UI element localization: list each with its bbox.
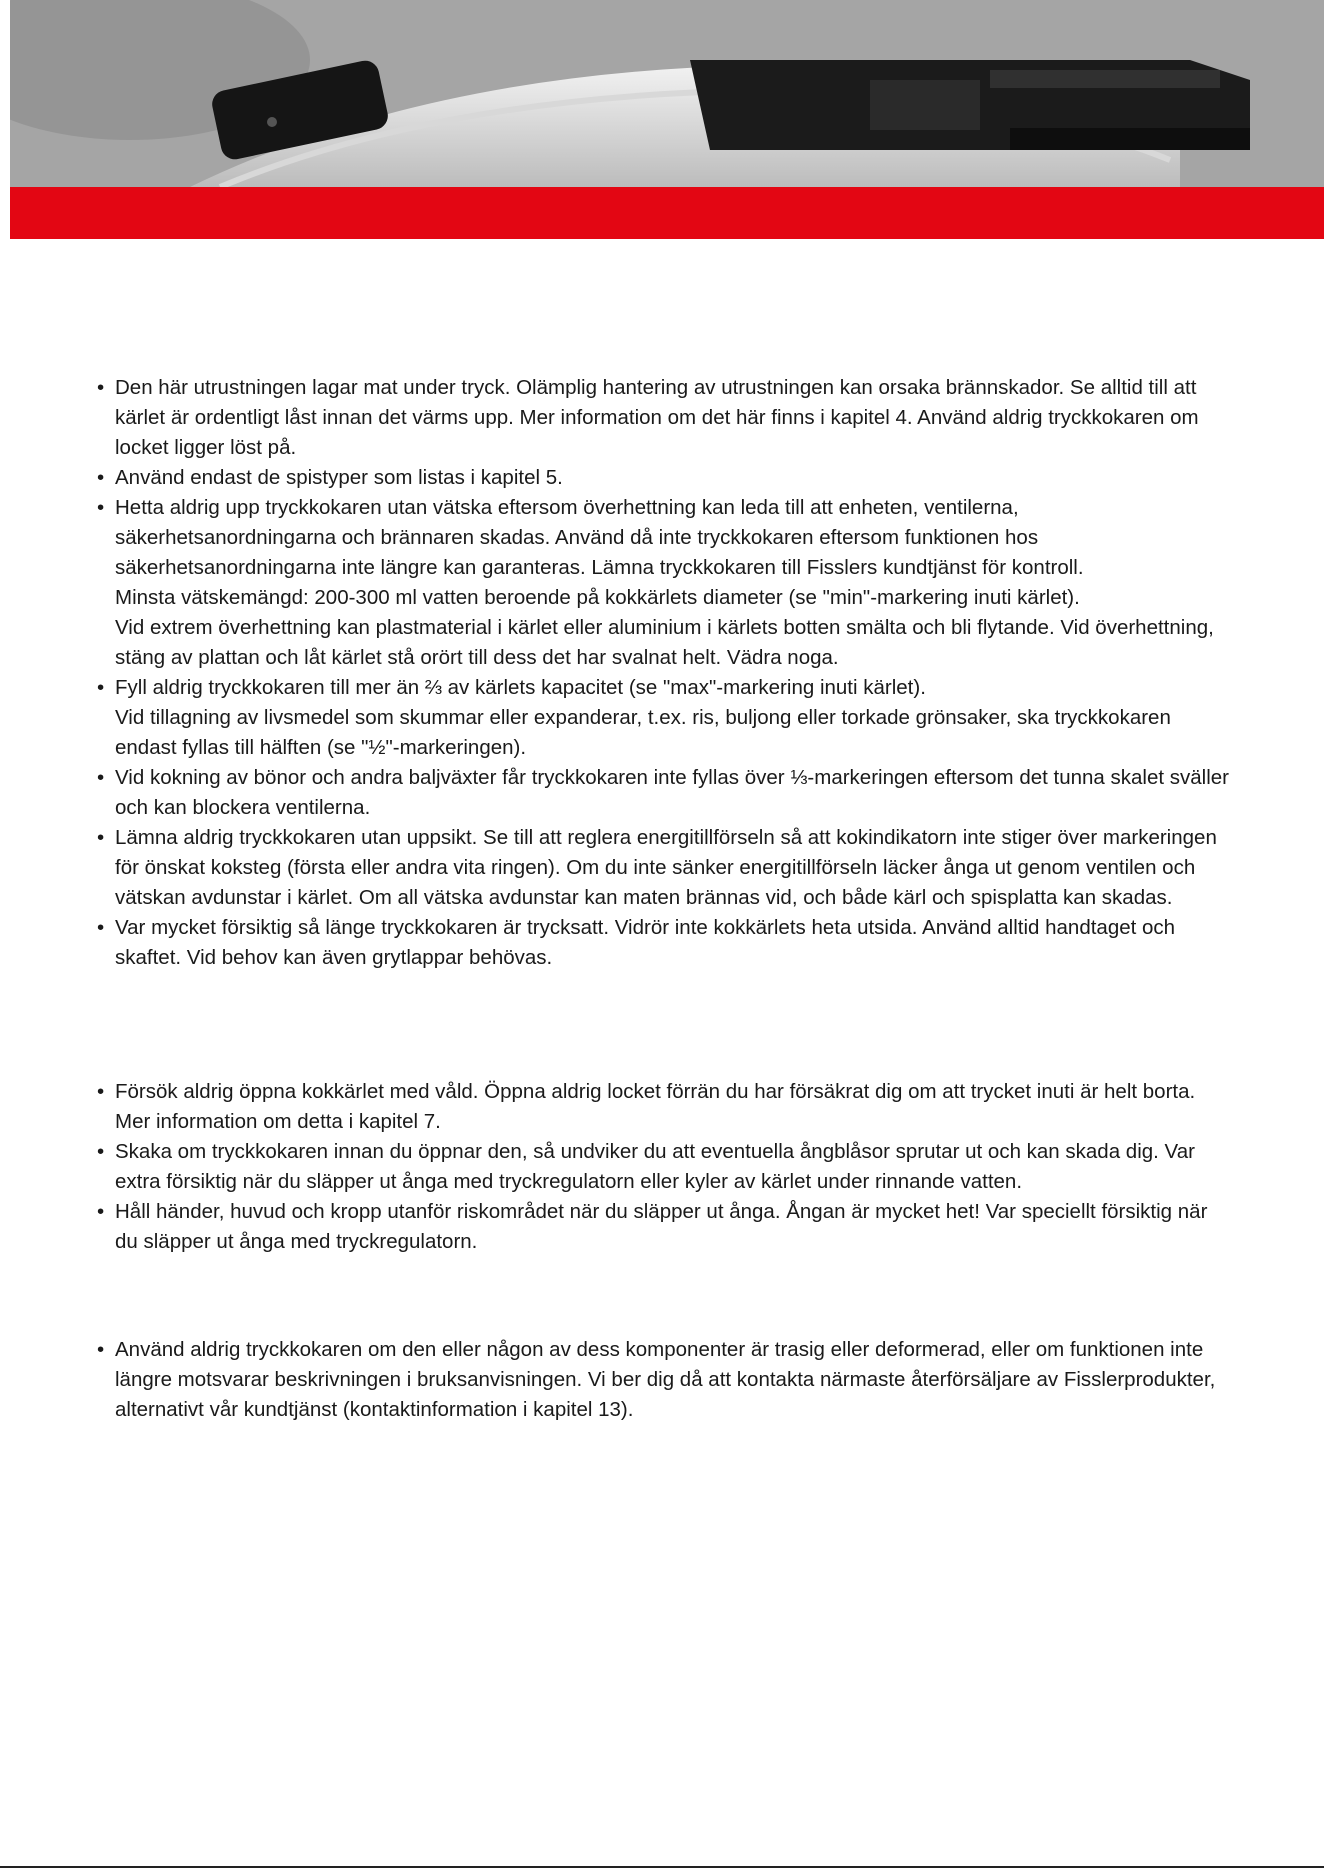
- paragraph: • Fyll aldrig tryckkokaren till mer än ⅔ av kärlets kapacitet (se "max"-markering inuti kärlet).: [115, 676, 926, 699]
- paragraph: • Håll händer, huvud och kropp utanför riskområdet när du släpper ut ånga. Ångan är mycket het! Var speciellt försiktig när du släpper ut ånga med tryckregulatorn.: [115, 1200, 1208, 1253]
- list-item: [95, 463, 1235, 493]
- list-item: [95, 673, 1235, 763]
- paragraph: Vid tillagning av livsmedel som skummar eller expanderar, t.ex. ris, buljong eller torkade grönsaker, ska tryckkokaren endast fyllas till hälften (se "½"-markeringen).: [115, 706, 1171, 759]
- list-item: [95, 1197, 1235, 1257]
- paragraph: • Vid kokning av bönor och andra baljväxter får tryckkokaren inte fyllas över ⅓-markeringen eftersom det tunna skalet sväller och kan blockera ventilerna.: [115, 766, 1230, 819]
- paragraph: • Försök aldrig öppna kokkärlet med våld. Öppna aldrig locket förrän du har försäkrat dig om att trycket inuti är helt borta. Mer information om detta i kapitel 7.: [115, 1080, 1196, 1133]
- paragraph: • Lämna aldrig tryckkokaren utan uppsikt. Se till att reglera energitillförseln så att kokindikatorn inte stiger över markeringen för önskat koksteg (första eller andra vita ringen). Om du inte sänker energitillförseln läcker ånga ut genom ventilen och vätskan avdunstar i kärlet. Om all vätska avdunstar kan maten brännas vid, och både kärl och spisplatta kan skadas.: [115, 826, 1217, 909]
- safety-section-cooking: [95, 373, 1235, 973]
- list-item: [95, 373, 1235, 463]
- paragraph: • Den här utrustningen lagar mat under tryck. Olämplig hantering av utrustningen kan orsaka brännskador. Se alltid till att kärlet är ordentligt låst innan det värms upp. Mer information om det här finns i kapitel 4. Använd aldrig tryckkokaren om locket ligger löst på.: [115, 376, 1199, 459]
- paragraph: • Hetta aldrig upp tryckkokaren utan vätska eftersom överhettning kan leda till att enheten, ventilerna, säkerhetsanordningarna och brännaren skadas. Använd då inte tryckkokaren eftersom funktionen hos säkerhetsanordningarna inte längre kan garanteras. Lämna tryckkokaren till Fisslers kundtjänst för kontroll.: [115, 496, 1084, 579]
- paragraph: • Skaka om tryckkokaren innan du öppnar den, så undviker du att eventuella ångblåsor sprutar ut och kan skada dig. Var extra försiktig när du släpper ut ånga med tryckregulatorn eller kyler av kärlet under rinnande vatten.: [115, 1140, 1195, 1193]
- footer-rule: [0, 1866, 1324, 1868]
- list-item: [95, 1077, 1235, 1137]
- paragraph: • Var mycket försiktig så länge tryckkokaren är trycksatt. Vidrör inte kokkärlets heta utsida. Använd alltid handtaget och skaftet. Vid behov kan även grytlappar behövas.: [115, 916, 1176, 969]
- list-item: [95, 913, 1235, 973]
- bullet-list: [95, 1335, 1235, 1425]
- bullet-list: [95, 373, 1235, 973]
- header-photo-pressure-cooker: [10, 0, 1324, 187]
- list-item: [95, 1137, 1235, 1197]
- list-item: [95, 823, 1235, 913]
- safety-section-damage: [95, 1335, 1235, 1425]
- paragraph: • Använd aldrig tryckkokaren om den eller någon av dess komponenter är trasig eller deformerad, eller om funktionen inte längre motsvarar beskrivningen i bruksanvisningen. Vi ber dig då att kontakta närmaste återförsäljare av Fisslerprodukter, alternativt vår kundtjänst (kontaktinformation i kapitel 13).: [115, 1338, 1216, 1421]
- list-item: [95, 1335, 1235, 1425]
- paragraph: • Använd endast de spistyper som listas i kapitel 5.: [115, 466, 563, 489]
- bullet-list: [95, 1077, 1235, 1257]
- pressure-cooker-illustration: [10, 0, 1324, 187]
- list-item: [95, 493, 1235, 673]
- paragraph: Vid extrem överhettning kan plastmaterial i kärlet eller aluminium i kärlets botten smälta och bli flytande. Vid överhettning, stäng av plattan och låt kärlet stå orört till dess det har svalnat helt. Vädra noga.: [115, 616, 1214, 669]
- paragraph: Minsta vätskemängd: 200-300 ml vatten beroende på kokkärlets diameter (se "min"-markering inuti kärlet).: [115, 586, 1080, 609]
- red-header-band: [10, 187, 1324, 239]
- list-item: [95, 763, 1235, 823]
- safety-section-opening: [95, 1077, 1235, 1257]
